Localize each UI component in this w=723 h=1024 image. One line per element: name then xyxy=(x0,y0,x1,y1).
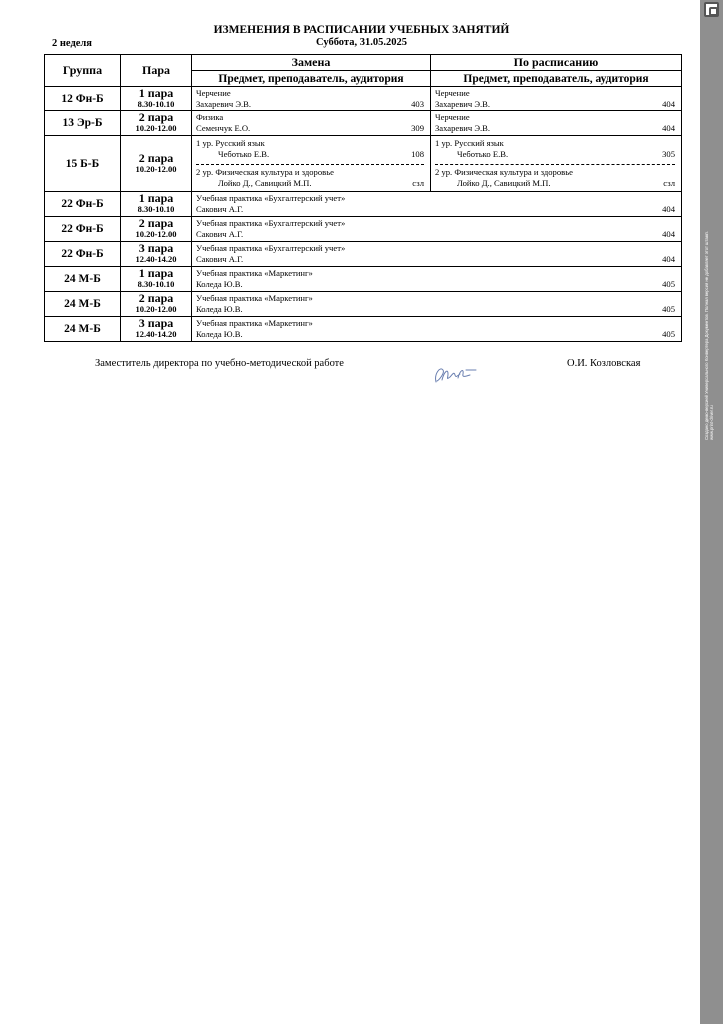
pair-cell xyxy=(121,136,192,192)
subject: Учебная практика «Бухгалтерский учет» xyxy=(196,193,346,203)
replacement-cell xyxy=(192,242,682,267)
lesson-1-subject: 1 ур. Русский язык xyxy=(196,138,265,148)
teacher: Чеботько Е.В. xyxy=(457,149,509,159)
watermark-sidebar xyxy=(700,0,723,1024)
pair-time: 12.40-14.20 xyxy=(135,329,177,339)
lesson-2-subject: 2 ур. Физическая культура и здоровье xyxy=(435,167,573,177)
room: 404 xyxy=(662,254,675,264)
room: 305 xyxy=(662,149,675,159)
replacement-cell xyxy=(192,217,682,242)
pair-cell xyxy=(121,242,192,267)
group-cell: 22 Фн-Б xyxy=(45,242,121,267)
replacement-cell xyxy=(192,192,682,217)
lesson-1-subject: 1 ур. Русский язык xyxy=(435,138,504,148)
header-schedule: По расписанию xyxy=(431,55,682,71)
schedule-cell xyxy=(431,87,682,111)
watermark-line-1: Создано демо-версией Универсального Конвертера Документов. Полная версия не добавляет этот штамп. xyxy=(704,231,709,440)
subheader-schedule: Предмет, преподаватель, аудитория xyxy=(431,71,682,87)
pair-number: 1 пара xyxy=(138,191,174,205)
teacher: Семенчук Е.О. xyxy=(196,123,251,133)
lesson-divider xyxy=(196,164,424,165)
header-group: Группа xyxy=(45,55,121,87)
subject: Черчение xyxy=(435,112,470,122)
replacement-cell xyxy=(192,87,431,111)
table-row xyxy=(45,292,682,317)
pair-number: 3 пара xyxy=(138,241,174,255)
teacher: Захаревич Э.В. xyxy=(196,98,252,109)
watermark-text xyxy=(704,20,720,440)
pair-time: 10.20-12.00 xyxy=(135,304,177,314)
watermark-line-2: www.print-driver.ru xyxy=(709,405,714,440)
pair-cell xyxy=(121,111,192,136)
table-row xyxy=(45,267,682,292)
pair-cell xyxy=(121,87,192,111)
lesson-2-subject: 2 ур. Физическая культура и здоровье xyxy=(196,167,334,177)
converter-logo-icon xyxy=(704,2,719,17)
schedule-table xyxy=(44,54,682,342)
group-cell: 15 Б-Б xyxy=(45,136,121,192)
replacement-cell xyxy=(192,317,682,342)
replacement-cell xyxy=(192,136,431,192)
pair-time: 10.20-12.00 xyxy=(135,163,177,174)
subject: Учебная практика «Маркетинг» xyxy=(196,293,313,303)
signature-image xyxy=(430,362,480,386)
subject: Физика xyxy=(196,112,224,122)
teacher: Сакович А.Г. xyxy=(196,254,244,264)
room: 405 xyxy=(662,304,675,314)
room: 404 xyxy=(662,229,675,239)
room: 405 xyxy=(662,279,675,289)
subject: Черчение xyxy=(196,87,231,98)
room: 309 xyxy=(411,123,424,133)
room: 404 xyxy=(662,123,675,133)
table-row xyxy=(45,317,682,342)
group-cell: 24 М-Б xyxy=(45,292,121,317)
room: 108 xyxy=(411,149,424,159)
pair-cell xyxy=(121,192,192,217)
teacher: Захаревич Э.В. xyxy=(435,98,491,109)
pair-time: 10.20-12.00 xyxy=(135,123,177,133)
replacement-cell xyxy=(192,111,431,136)
schedule-cell xyxy=(431,136,682,192)
room: 404 xyxy=(662,98,675,109)
table-row xyxy=(45,192,682,217)
pair-number: 2 пара xyxy=(138,110,174,124)
teacher: Сакович А.Г. xyxy=(196,204,244,214)
teacher: Коледа Ю.В. xyxy=(196,329,243,339)
subject: Учебная практика «Бухгалтерский учет» xyxy=(196,243,346,253)
pair-time: 8.30-10.10 xyxy=(137,279,175,289)
signatory-name: О.И. Козловская xyxy=(567,358,641,369)
room: сзл xyxy=(663,178,675,188)
pair-time: 8.30-10.10 xyxy=(137,98,175,109)
subheader-replacement: Предмет, преподаватель, аудитория xyxy=(192,71,431,87)
table-row xyxy=(45,217,682,242)
pair-cell xyxy=(121,317,192,342)
document-title: ИЗМЕНЕНИЯ В РАСПИСАНИИ УЧЕБНЫХ ЗАНЯТИЙ xyxy=(213,24,510,36)
teacher: Коледа Ю.В. xyxy=(196,279,243,289)
subject: Учебная практика «Бухгалтерский учет» xyxy=(196,218,346,228)
pair-number: 2 пара xyxy=(138,216,174,230)
pair-number: 2 пара xyxy=(138,150,174,165)
pair-cell xyxy=(121,267,192,292)
replacement-cell xyxy=(192,267,682,292)
subject: Учебная практика «Маркетинг» xyxy=(196,318,313,328)
teacher: Захаревич Э.В. xyxy=(435,123,491,133)
group-cell: 22 Фн-Б xyxy=(45,192,121,217)
room: 404 xyxy=(662,204,675,214)
teacher: Коледа Ю.В. xyxy=(196,304,243,314)
group-cell: 24 М-Б xyxy=(45,267,121,292)
pair-cell xyxy=(121,292,192,317)
room: 403 xyxy=(411,98,424,109)
group-cell: 22 Фн-Б xyxy=(45,217,121,242)
week-label: 2 неделя xyxy=(52,38,92,49)
teacher: Лойко Д., Савицкий М.П. xyxy=(457,178,551,188)
group-cell: 24 М-Б xyxy=(45,317,121,342)
header-pair: Пара xyxy=(121,55,192,87)
pair-number: 1 пара xyxy=(138,85,174,100)
teacher: Лойко Д., Савицкий М.П. xyxy=(218,178,312,188)
room: сзл xyxy=(412,178,424,188)
table-row xyxy=(45,242,682,267)
pair-number: 2 пара xyxy=(138,291,174,305)
group-cell: 12 Фн-Б xyxy=(45,87,121,111)
pair-time: 12.40-14.20 xyxy=(135,254,177,264)
replacement-cell xyxy=(192,292,682,317)
table-row xyxy=(45,111,682,136)
signatory-position: Заместитель директора по учебно-методической работе xyxy=(95,358,344,369)
group-cell: 13 Эр-Б xyxy=(45,111,121,136)
pair-number: 1 пара xyxy=(138,266,174,280)
pair-time: 8.30-10.10 xyxy=(137,204,175,214)
schedule-cell xyxy=(431,111,682,136)
subject: Учебная практика «Маркетинг» xyxy=(196,268,313,278)
subject: Черчение xyxy=(435,87,470,98)
table-row xyxy=(45,87,682,111)
pair-time: 10.20-12.00 xyxy=(135,229,177,239)
pair-cell xyxy=(121,217,192,242)
document-date: Суббота, 31.05.2025 xyxy=(316,37,407,48)
room: 405 xyxy=(662,329,675,339)
teacher: Сакович А.Г. xyxy=(196,229,244,239)
teacher: Чеботько Е.В. xyxy=(218,149,270,159)
table-row xyxy=(45,136,682,192)
header-replacement: Замена xyxy=(192,55,431,71)
pair-number: 3 пара xyxy=(138,316,174,330)
lesson-divider xyxy=(435,164,675,165)
